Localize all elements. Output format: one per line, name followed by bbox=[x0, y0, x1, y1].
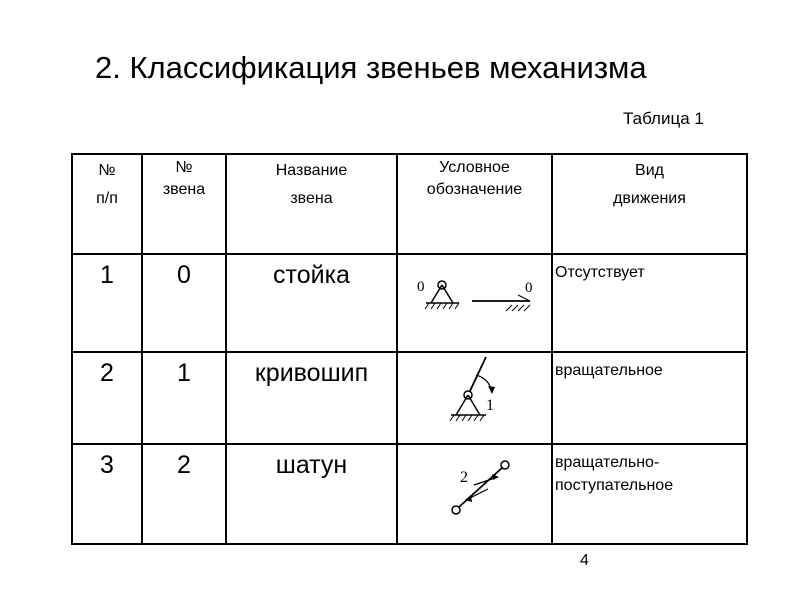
motion-text: вращательно- bbox=[555, 454, 660, 471]
connecting-rod-symbol-icon bbox=[397, 444, 552, 544]
header-text: № bbox=[175, 159, 193, 176]
header-index bbox=[72, 154, 142, 254]
row-link-number: 1 bbox=[142, 352, 226, 444]
crank-symbol-icon bbox=[397, 352, 552, 444]
row-motion-type bbox=[552, 444, 747, 544]
row-motion-type bbox=[552, 352, 747, 444]
header-text: звена bbox=[162, 181, 206, 198]
crank-symbol-drawing bbox=[398, 353, 553, 437]
header-text: звена bbox=[290, 190, 333, 207]
header-text: обозначение bbox=[426, 181, 523, 198]
header-link-number bbox=[142, 154, 226, 254]
frame-symbol-icon bbox=[397, 254, 552, 352]
table-row bbox=[72, 444, 747, 544]
header-symbol bbox=[397, 154, 552, 254]
header-link-name bbox=[226, 154, 397, 254]
header-text: № bbox=[98, 162, 116, 179]
header-text: Вид bbox=[635, 162, 664, 179]
page-title: 2. Классификация звеньев механизма bbox=[95, 50, 647, 85]
row-link-name: шатун bbox=[226, 444, 397, 544]
header-text: Условное bbox=[439, 159, 510, 176]
row-link-name: кривошип bbox=[226, 352, 397, 444]
symbol-label: 0 bbox=[417, 279, 425, 295]
row-index: 2 bbox=[72, 352, 142, 444]
header-text: Название bbox=[275, 162, 348, 179]
table-caption: Таблица 1 bbox=[623, 109, 704, 128]
table-row bbox=[72, 352, 747, 444]
header-motion-type bbox=[552, 154, 747, 254]
frame-symbol-drawing bbox=[398, 255, 553, 345]
motion-text: Отсутствует bbox=[555, 264, 645, 281]
row-index: 3 bbox=[72, 444, 142, 544]
header-text: п/п bbox=[96, 190, 118, 207]
symbol-label: 0 bbox=[525, 280, 533, 296]
row-link-name: стойка bbox=[226, 254, 397, 352]
symbol-label: 2 bbox=[460, 469, 468, 486]
row-link-number: 2 bbox=[142, 444, 226, 544]
table-row bbox=[72, 254, 747, 352]
row-index: 1 bbox=[72, 254, 142, 352]
row-link-number: 0 bbox=[142, 254, 226, 352]
header-text: движения bbox=[613, 190, 686, 207]
connecting-rod-symbol-drawing bbox=[398, 445, 553, 537]
row-motion-type bbox=[552, 254, 747, 352]
page-number: 4 bbox=[580, 552, 589, 569]
motion-text: поступательное bbox=[555, 477, 674, 494]
symbol-label: 1 bbox=[486, 397, 494, 414]
table-header-row bbox=[72, 154, 747, 254]
links-table bbox=[71, 153, 748, 545]
motion-text: вращательное bbox=[555, 362, 663, 379]
